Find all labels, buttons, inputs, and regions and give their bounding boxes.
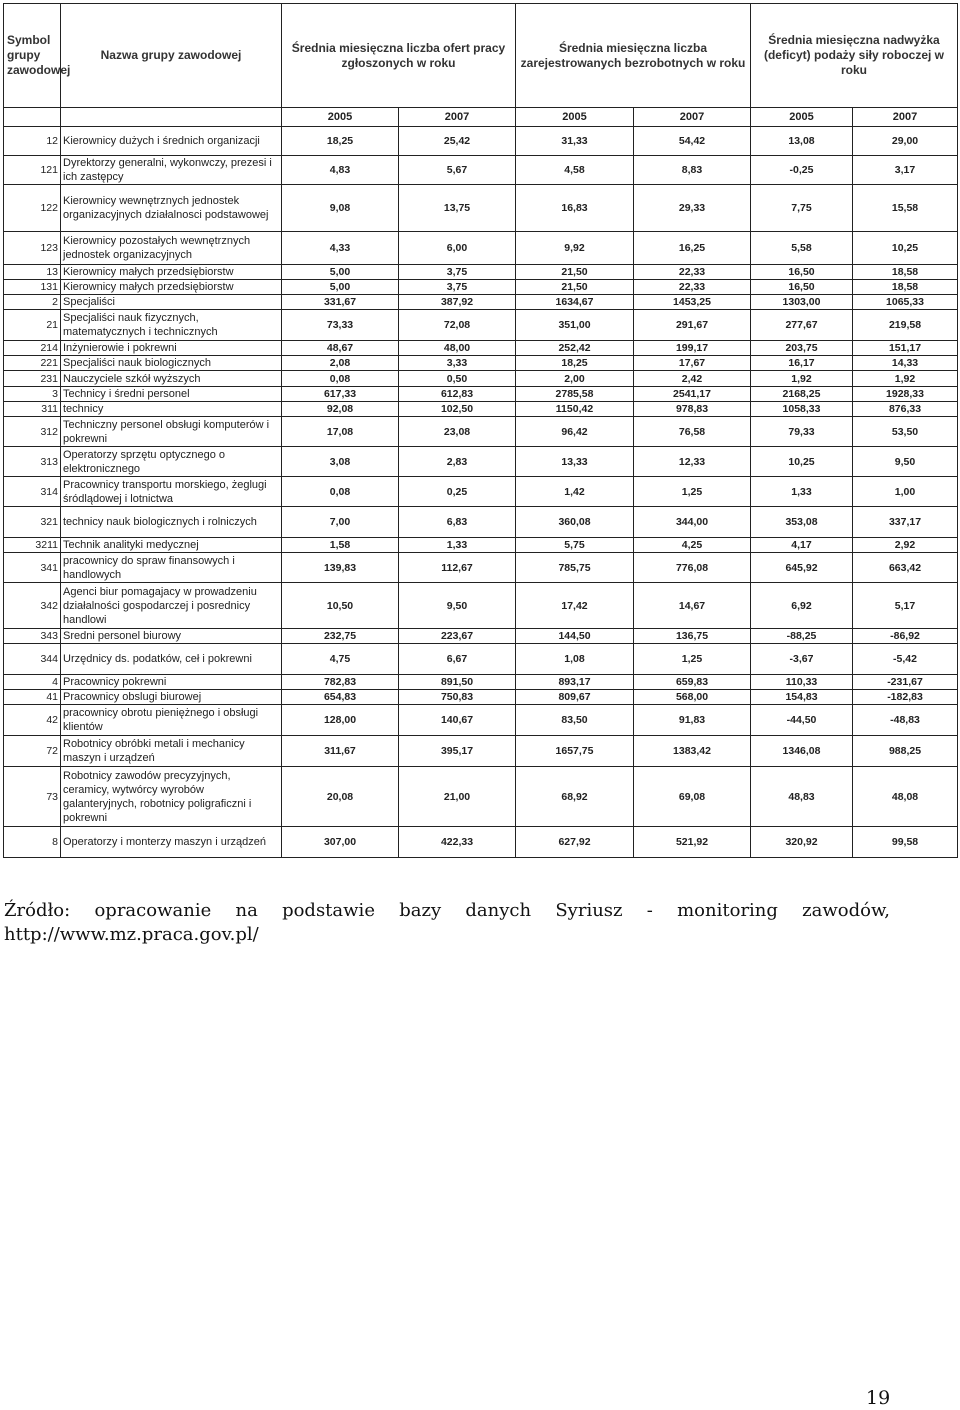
value-cell: 5,17: [853, 583, 958, 629]
value-cell: 291,67: [634, 310, 751, 341]
value-cell: 54,42: [634, 127, 751, 156]
table-row: [4, 583, 958, 629]
value-cell: 2,00: [516, 371, 634, 387]
year-cell: 2005: [751, 108, 853, 127]
value-cell: 9,92: [516, 232, 634, 265]
value-cell: 1,08: [516, 644, 634, 675]
value-cell: 203,75: [751, 341, 853, 356]
value-cell: 1,00: [853, 477, 958, 507]
value-cell: 1,33: [399, 538, 516, 553]
occupation-code: 3: [4, 387, 61, 402]
value-cell: 659,83: [634, 675, 751, 690]
value-cell: 23,08: [399, 417, 516, 447]
value-cell: 1,58: [282, 538, 399, 553]
value-cell: 21,50: [516, 280, 634, 295]
occupation-code: 342: [4, 583, 61, 629]
value-cell: 79,33: [751, 417, 853, 447]
value-cell: 617,33: [282, 387, 399, 402]
value-cell: 48,83: [751, 767, 853, 827]
occupation-name: technicy nauk biologicznych i rolniczych: [61, 507, 282, 538]
value-cell: 3,08: [282, 447, 399, 477]
value-cell: 8,83: [634, 156, 751, 185]
value-cell: 22,33: [634, 280, 751, 295]
value-cell: 16,25: [634, 232, 751, 265]
value-cell: 83,50: [516, 705, 634, 736]
value-cell: 776,08: [634, 553, 751, 583]
value-cell: 5,75: [516, 538, 634, 553]
occupation-name: Technicy i średni personel: [61, 387, 282, 402]
value-cell: 13,33: [516, 447, 634, 477]
table-row: [4, 736, 958, 767]
table-body: [4, 4, 958, 858]
value-cell: 809,67: [516, 690, 634, 705]
value-cell: 2541,17: [634, 387, 751, 402]
occupation-code: 313: [4, 447, 61, 477]
value-cell: 344,00: [634, 507, 751, 538]
value-cell: 110,33: [751, 675, 853, 690]
value-cell: 1303,00: [751, 295, 853, 310]
value-cell: 0,50: [399, 371, 516, 387]
value-cell: 1,25: [634, 644, 751, 675]
value-cell: 73,33: [282, 310, 399, 341]
table-row: [4, 387, 958, 402]
value-cell: 99,58: [853, 827, 958, 858]
value-cell: 12,33: [634, 447, 751, 477]
value-cell: -5,42: [853, 644, 958, 675]
value-cell: 1928,33: [853, 387, 958, 402]
value-cell: 252,42: [516, 341, 634, 356]
value-cell: 10,25: [853, 232, 958, 265]
occupation-code: 314: [4, 477, 61, 507]
occupation-name: Robotnicy zawodów precyzyjnych, ceramicy, wytwórcy wyrobów galanteryjnych, robotnicy poligraficzni i pokrewni: [61, 767, 282, 827]
year-cell: 2007: [853, 108, 958, 127]
occupation-code: 8: [4, 827, 61, 858]
occupation-name: Technik analityki medycznej: [61, 538, 282, 553]
table-row: [4, 767, 958, 827]
value-cell: -86,92: [853, 629, 958, 644]
value-cell: -0,25: [751, 156, 853, 185]
value-cell: 1,42: [516, 477, 634, 507]
value-cell: 351,00: [516, 310, 634, 341]
page-number: 19: [866, 1387, 891, 1409]
value-cell: 2,92: [853, 538, 958, 553]
occupation-stats-table: [3, 3, 958, 858]
occupation-code: 122: [4, 185, 61, 232]
value-cell: 2,08: [282, 356, 399, 371]
occupation-code: 311: [4, 402, 61, 417]
table-row: [4, 341, 958, 356]
value-cell: 25,42: [399, 127, 516, 156]
value-cell: 893,17: [516, 675, 634, 690]
value-cell: 4,33: [282, 232, 399, 265]
occupation-name: technicy: [61, 402, 282, 417]
value-cell: 978,83: [634, 402, 751, 417]
year-blank-cell: [61, 108, 282, 127]
occupation-name: pracownicy do spraw finansowych i handlowych: [61, 553, 282, 583]
value-cell: 1657,75: [516, 736, 634, 767]
value-cell: 0,08: [282, 477, 399, 507]
value-cell: 140,67: [399, 705, 516, 736]
value-cell: 750,83: [399, 690, 516, 705]
year-cell: 2005: [282, 108, 399, 127]
value-cell: 14,67: [634, 583, 751, 629]
occupation-name: Kierownicy małych przedsiębiorstw: [61, 280, 282, 295]
occupation-code: 214: [4, 341, 61, 356]
source-note: Źródło: opracowanie na podstawie bazy danych Syriusz - monitoring zawodów, http://www.mz.praca.gov.pl/: [4, 900, 890, 945]
value-cell: 29,00: [853, 127, 958, 156]
table-row: [4, 402, 958, 417]
value-cell: 3,17: [853, 156, 958, 185]
value-cell: 277,67: [751, 310, 853, 341]
year-cell: 2007: [399, 108, 516, 127]
value-cell: 91,83: [634, 705, 751, 736]
table-row: [4, 538, 958, 553]
table-row: [4, 675, 958, 690]
occupation-name: Inżynierowie i pokrewni: [61, 341, 282, 356]
occupation-code: 344: [4, 644, 61, 675]
value-cell: 18,25: [282, 127, 399, 156]
value-cell: 1,33: [751, 477, 853, 507]
value-cell: 5,00: [282, 280, 399, 295]
value-cell: 320,92: [751, 827, 853, 858]
value-cell: 139,83: [282, 553, 399, 583]
table-row: [4, 553, 958, 583]
occupation-code: 42: [4, 705, 61, 736]
value-cell: 20,08: [282, 767, 399, 827]
year-cell: 2007: [634, 108, 751, 127]
value-cell: 15,58: [853, 185, 958, 232]
value-cell: 96,42: [516, 417, 634, 447]
table-row: [4, 295, 958, 310]
value-cell: 0,25: [399, 477, 516, 507]
value-cell: 17,67: [634, 356, 751, 371]
value-cell: -231,67: [853, 675, 958, 690]
table-row: [4, 265, 958, 280]
table-row: [4, 280, 958, 295]
value-cell: 6,00: [399, 232, 516, 265]
value-cell: 223,67: [399, 629, 516, 644]
occupation-code: 21: [4, 310, 61, 341]
value-cell: 785,75: [516, 553, 634, 583]
value-cell: 891,50: [399, 675, 516, 690]
occupation-code: 4: [4, 675, 61, 690]
value-cell: -48,83: [853, 705, 958, 736]
occupation-name: Pracownicy transportu morskiego, żeglugi śródlądowej i lotnictwa: [61, 477, 282, 507]
value-cell: 1383,42: [634, 736, 751, 767]
value-cell: 29,33: [634, 185, 751, 232]
occupation-name: Specjaliści nauk fizycznych, matematycznych i technicznych: [61, 310, 282, 341]
value-cell: 387,92: [399, 295, 516, 310]
occupation-code: 2: [4, 295, 61, 310]
occupation-code: 312: [4, 417, 61, 447]
occupation-code: 341: [4, 553, 61, 583]
occupation-name: Kierownicy małych przedsiębiorstw: [61, 265, 282, 280]
occupation-name: Sredni personel biurowy: [61, 629, 282, 644]
value-cell: 22,33: [634, 265, 751, 280]
value-cell: 0,08: [282, 371, 399, 387]
value-cell: 9,08: [282, 185, 399, 232]
table-row: [4, 127, 958, 156]
value-cell: 5,67: [399, 156, 516, 185]
value-cell: 331,67: [282, 295, 399, 310]
header-surplus: Średnia miesięczna nadwyżka (deficyt) podaży siły roboczej w roku: [751, 4, 958, 108]
value-cell: 663,42: [853, 553, 958, 583]
value-cell: 10,25: [751, 447, 853, 477]
header-name: Nazwa grupy zawodowej: [61, 4, 282, 108]
value-cell: 219,58: [853, 310, 958, 341]
value-cell: 16,50: [751, 265, 853, 280]
value-cell: 144,50: [516, 629, 634, 644]
occupation-code: 321: [4, 507, 61, 538]
table-row: [4, 156, 958, 185]
value-cell: 1634,67: [516, 295, 634, 310]
value-cell: 311,67: [282, 736, 399, 767]
value-cell: 4,17: [751, 538, 853, 553]
table-row: [4, 629, 958, 644]
value-cell: 612,83: [399, 387, 516, 402]
occupation-name: Operatorzy i monterzy maszyn i urządzeń: [61, 827, 282, 858]
table-row: [4, 447, 958, 477]
value-cell: 21,00: [399, 767, 516, 827]
value-cell: 988,25: [853, 736, 958, 767]
value-cell: 68,92: [516, 767, 634, 827]
value-cell: -3,67: [751, 644, 853, 675]
value-cell: 521,92: [634, 827, 751, 858]
table-header-row: [4, 4, 958, 108]
value-cell: 10,50: [282, 583, 399, 629]
value-cell: 2168,25: [751, 387, 853, 402]
occupation-code: 13: [4, 265, 61, 280]
value-cell: -182,83: [853, 690, 958, 705]
occupation-code: 221: [4, 356, 61, 371]
value-cell: 48,00: [399, 341, 516, 356]
value-cell: 18,58: [853, 265, 958, 280]
value-cell: 154,83: [751, 690, 853, 705]
value-cell: 1065,33: [853, 295, 958, 310]
year-cell: 2005: [516, 108, 634, 127]
occupation-name: Kierownicy dużych i średnich organizacji: [61, 127, 282, 156]
value-cell: 1346,08: [751, 736, 853, 767]
value-cell: 17,08: [282, 417, 399, 447]
occupation-name: Dyrektorzy generalni, wykonwczy, prezesi i ich zastępcy: [61, 156, 282, 185]
value-cell: 1058,33: [751, 402, 853, 417]
value-cell: 92,08: [282, 402, 399, 417]
occupation-code: 231: [4, 371, 61, 387]
occupation-name: pracownicy obrotu pieniężnego i obsługi klientów: [61, 705, 282, 736]
occupation-name: Specjaliści: [61, 295, 282, 310]
value-cell: 16,83: [516, 185, 634, 232]
value-cell: 2,42: [634, 371, 751, 387]
value-cell: 14,33: [853, 356, 958, 371]
occupation-name: Agenci biur pomagajacy w prowadzeniu działalności gospodarczej i posrednicy handlowi: [61, 583, 282, 629]
value-cell: 7,75: [751, 185, 853, 232]
value-cell: 4,75: [282, 644, 399, 675]
value-cell: 76,58: [634, 417, 751, 447]
value-cell: 1,92: [853, 371, 958, 387]
value-cell: 1150,42: [516, 402, 634, 417]
value-cell: 69,08: [634, 767, 751, 827]
occupation-name: Nauczyciele szkół wyższych: [61, 371, 282, 387]
value-cell: 13,08: [751, 127, 853, 156]
value-cell: 3,75: [399, 265, 516, 280]
occupation-code: 12: [4, 127, 61, 156]
value-cell: 199,17: [634, 341, 751, 356]
occupation-name: Specjaliści nauk biologicznych: [61, 356, 282, 371]
header-unemployed: Średnia miesięczna liczba zarejestrowanych bezrobotnych w roku: [516, 4, 751, 108]
occupation-name: Robotnicy obróbki metali i mechanicy maszyn i urządzeń: [61, 736, 282, 767]
occupation-name: Operatorzy sprzętu optycznego o elektronicznego: [61, 447, 282, 477]
occupation-name: Kierownicy wewnętrznych jednostek organizacyjnych działalnosci podstawowej: [61, 185, 282, 232]
occupation-name: Urzędnicy ds. podatków, ceł i pokrewni: [61, 644, 282, 675]
year-blank-cell: [4, 108, 61, 127]
value-cell: 645,92: [751, 553, 853, 583]
occupation-name: Pracownicy pokrewni: [61, 675, 282, 690]
value-cell: 48,67: [282, 341, 399, 356]
table-years-row: [4, 108, 958, 127]
table-row: [4, 232, 958, 265]
value-cell: 360,08: [516, 507, 634, 538]
value-cell: 1453,25: [634, 295, 751, 310]
value-cell: 4,58: [516, 156, 634, 185]
table-row: [4, 477, 958, 507]
value-cell: -88,25: [751, 629, 853, 644]
value-cell: 9,50: [853, 447, 958, 477]
value-cell: 876,33: [853, 402, 958, 417]
value-cell: 627,92: [516, 827, 634, 858]
occupation-code: 343: [4, 629, 61, 644]
table-row: [4, 371, 958, 387]
value-cell: 31,33: [516, 127, 634, 156]
value-cell: 6,83: [399, 507, 516, 538]
value-cell: 4,25: [634, 538, 751, 553]
table-row: [4, 507, 958, 538]
occupation-name: Pracownicy obslugi biurowej: [61, 690, 282, 705]
value-cell: 2785,58: [516, 387, 634, 402]
value-cell: 18,25: [516, 356, 634, 371]
occupation-code: 73: [4, 767, 61, 827]
value-cell: 112,67: [399, 553, 516, 583]
value-cell: 422,33: [399, 827, 516, 858]
value-cell: 9,50: [399, 583, 516, 629]
value-cell: 4,83: [282, 156, 399, 185]
value-cell: 5,58: [751, 232, 853, 265]
value-cell: 5,00: [282, 265, 399, 280]
table-row: [4, 644, 958, 675]
value-cell: 307,00: [282, 827, 399, 858]
table-row: [4, 690, 958, 705]
value-cell: 16,17: [751, 356, 853, 371]
header-job-offers: Średnia miesięczna liczba ofert pracy zgłoszonych w roku: [282, 4, 516, 108]
table-row: [4, 827, 958, 858]
value-cell: 48,08: [853, 767, 958, 827]
value-cell: 3,75: [399, 280, 516, 295]
value-cell: 782,83: [282, 675, 399, 690]
value-cell: 72,08: [399, 310, 516, 341]
value-cell: 102,50: [399, 402, 516, 417]
value-cell: 568,00: [634, 690, 751, 705]
table-row: [4, 356, 958, 371]
value-cell: 232,75: [282, 629, 399, 644]
value-cell: 1,92: [751, 371, 853, 387]
value-cell: 151,17: [853, 341, 958, 356]
value-cell: 21,50: [516, 265, 634, 280]
value-cell: 2,83: [399, 447, 516, 477]
value-cell: 53,50: [853, 417, 958, 447]
header-symbol: Symbol grupy zawodowej: [4, 4, 61, 108]
value-cell: -44,50: [751, 705, 853, 736]
value-cell: 337,17: [853, 507, 958, 538]
value-cell: 18,58: [853, 280, 958, 295]
table-row: [4, 185, 958, 232]
occupation-name: Kierownicy pozostałych wewnętrznych jednostek organizacyjnych: [61, 232, 282, 265]
table-row: [4, 417, 958, 447]
value-cell: 13,75: [399, 185, 516, 232]
table-row: [4, 310, 958, 341]
value-cell: 6,67: [399, 644, 516, 675]
value-cell: 1,25: [634, 477, 751, 507]
occupation-code: 3211: [4, 538, 61, 553]
occupation-code: 123: [4, 232, 61, 265]
value-cell: 128,00: [282, 705, 399, 736]
occupation-code: 131: [4, 280, 61, 295]
value-cell: 395,17: [399, 736, 516, 767]
value-cell: 17,42: [516, 583, 634, 629]
occupation-code: 41: [4, 690, 61, 705]
occupation-code: 121: [4, 156, 61, 185]
value-cell: 3,33: [399, 356, 516, 371]
value-cell: 7,00: [282, 507, 399, 538]
value-cell: 654,83: [282, 690, 399, 705]
value-cell: 6,92: [751, 583, 853, 629]
occupation-name: Techniczny personel obsługi komputerów i pokrewni: [61, 417, 282, 447]
value-cell: 136,75: [634, 629, 751, 644]
value-cell: 16,50: [751, 280, 853, 295]
value-cell: 353,08: [751, 507, 853, 538]
table-row: [4, 705, 958, 736]
occupation-code: 72: [4, 736, 61, 767]
